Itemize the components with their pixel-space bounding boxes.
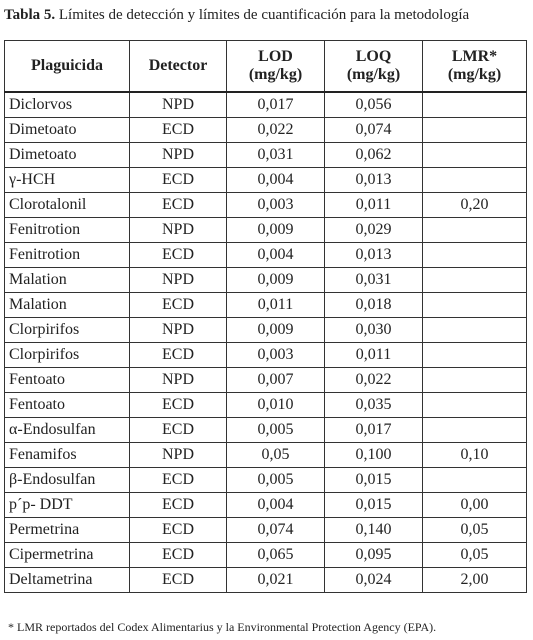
cell-plaguicida: Deltametrina bbox=[5, 568, 130, 593]
cell-lmr bbox=[423, 318, 527, 343]
cell-plaguicida: Malation bbox=[5, 293, 130, 318]
header-loq bbox=[325, 41, 423, 93]
table-row bbox=[5, 92, 527, 118]
cell-lmr: 0,20 bbox=[423, 193, 527, 218]
header-loq-unit: (mg/kg) bbox=[346, 66, 401, 83]
cell-loq: 0,022 bbox=[325, 368, 423, 393]
cell-loq: 0,062 bbox=[325, 143, 423, 168]
cell-plaguicida: Fenitrotion bbox=[5, 243, 130, 268]
table-row bbox=[5, 218, 527, 243]
cell-lod: 0,010 bbox=[227, 393, 325, 418]
table-row bbox=[5, 318, 527, 343]
cell-plaguicida: Permetrina bbox=[5, 518, 130, 543]
cell-detector: ECD bbox=[130, 293, 227, 318]
cell-detector: ECD bbox=[130, 168, 227, 193]
cell-plaguicida: β-Endosulfan bbox=[5, 468, 130, 493]
cell-lod: 0,031 bbox=[227, 143, 325, 168]
cell-detector: ECD bbox=[130, 493, 227, 518]
cell-lod: 0,003 bbox=[227, 343, 325, 368]
cell-lod: 0,004 bbox=[227, 243, 325, 268]
cell-lod: 0,017 bbox=[227, 92, 325, 118]
table-row bbox=[5, 243, 527, 268]
cell-lod: 0,003 bbox=[227, 193, 325, 218]
cell-lmr bbox=[423, 343, 527, 368]
table-row bbox=[5, 268, 527, 293]
table-row bbox=[5, 393, 527, 418]
header-detector-label: Detector bbox=[148, 57, 208, 74]
cell-lod: 0,022 bbox=[227, 118, 325, 143]
cell-lod: 0,005 bbox=[227, 418, 325, 443]
cell-lod: 0,021 bbox=[227, 568, 325, 593]
header-lod-label: LOD bbox=[258, 48, 293, 65]
cell-lod: 0,065 bbox=[227, 543, 325, 568]
header-lmr bbox=[423, 41, 527, 93]
cell-loq: 0,011 bbox=[325, 343, 423, 368]
cell-detector: ECD bbox=[130, 118, 227, 143]
cell-detector: ECD bbox=[130, 343, 227, 368]
cell-lod: 0,004 bbox=[227, 493, 325, 518]
cell-loq: 0,074 bbox=[325, 118, 423, 143]
cell-detector: NPD bbox=[130, 443, 227, 468]
table-row bbox=[5, 168, 527, 193]
cell-detector: NPD bbox=[130, 218, 227, 243]
cell-loq: 0,013 bbox=[325, 243, 423, 268]
cell-plaguicida: Malation bbox=[5, 268, 130, 293]
table-row bbox=[5, 343, 527, 368]
cell-detector: ECD bbox=[130, 243, 227, 268]
header-plaguicida bbox=[5, 41, 130, 93]
cell-detector: ECD bbox=[130, 568, 227, 593]
cell-plaguicida: Fentoato bbox=[5, 393, 130, 418]
cell-detector: NPD bbox=[130, 318, 227, 343]
cell-loq: 0,100 bbox=[325, 443, 423, 468]
cell-lmr bbox=[423, 168, 527, 193]
cell-plaguicida: Dimetoato bbox=[5, 118, 130, 143]
table-body bbox=[5, 92, 527, 593]
cell-loq: 0,029 bbox=[325, 218, 423, 243]
cell-plaguicida: Clorpirifos bbox=[5, 343, 130, 368]
cell-plaguicida: Diclorvos bbox=[5, 92, 130, 118]
cell-loq: 0,013 bbox=[325, 168, 423, 193]
table-row bbox=[5, 543, 527, 568]
cell-plaguicida: Clorpirifos bbox=[5, 318, 130, 343]
cell-lmr bbox=[423, 293, 527, 318]
table-row bbox=[5, 118, 527, 143]
cell-plaguicida: Fentoato bbox=[5, 368, 130, 393]
header-lod bbox=[227, 41, 325, 93]
cell-lmr: 0,05 bbox=[423, 518, 527, 543]
table-row bbox=[5, 518, 527, 543]
cell-loq: 0,140 bbox=[325, 518, 423, 543]
cell-loq: 0,018 bbox=[325, 293, 423, 318]
cell-detector: ECD bbox=[130, 418, 227, 443]
cell-detector: NPD bbox=[130, 268, 227, 293]
cell-lmr bbox=[423, 92, 527, 118]
cell-lmr bbox=[423, 218, 527, 243]
cell-plaguicida: Fenamifos bbox=[5, 443, 130, 468]
table-header bbox=[5, 41, 527, 93]
table-caption bbox=[4, 5, 469, 25]
header-lmr-label: LMR* bbox=[451, 48, 498, 65]
cell-detector: NPD bbox=[130, 368, 227, 393]
cell-lod: 0,011 bbox=[227, 293, 325, 318]
cell-detector: NPD bbox=[130, 143, 227, 168]
cell-lmr bbox=[423, 368, 527, 393]
cell-loq: 0,015 bbox=[325, 468, 423, 493]
cell-loq: 0,035 bbox=[325, 393, 423, 418]
cell-lod: 0,009 bbox=[227, 268, 325, 293]
cell-lmr: 0,05 bbox=[423, 543, 527, 568]
table-row bbox=[5, 493, 527, 518]
cell-plaguicida: Clorotalonil bbox=[5, 193, 130, 218]
caption-label: Tabla 5. bbox=[4, 7, 56, 23]
cell-lmr bbox=[423, 468, 527, 493]
cell-lmr bbox=[423, 418, 527, 443]
pesticide-limits-table bbox=[4, 40, 527, 593]
cell-plaguicida: Fenitrotion bbox=[5, 218, 130, 243]
cell-loq: 0,031 bbox=[325, 268, 423, 293]
cell-detector: ECD bbox=[130, 393, 227, 418]
cell-detector: ECD bbox=[130, 543, 227, 568]
caption-text: Límites de detección y límites de cuantificación para la metodología bbox=[58, 7, 470, 23]
cell-lod: 0,005 bbox=[227, 468, 325, 493]
cell-lod: 0,009 bbox=[227, 318, 325, 343]
cell-plaguicida: α-Endosulfan bbox=[5, 418, 130, 443]
table-footnote: * LMR reportados del Codex Alimentarius y la Environmental Protection Agency (EPA). bbox=[8, 620, 437, 634]
cell-lod: 0,05 bbox=[227, 443, 325, 468]
table-row bbox=[5, 418, 527, 443]
header-lmr-unit: (mg/kg) bbox=[447, 66, 502, 83]
cell-lod: 0,009 bbox=[227, 218, 325, 243]
header-plaguicida-label: Plaguicida bbox=[30, 57, 103, 74]
header-loq-label: LOQ bbox=[355, 48, 392, 65]
cell-loq: 0,095 bbox=[325, 543, 423, 568]
cell-detector: ECD bbox=[130, 193, 227, 218]
table-row bbox=[5, 193, 527, 218]
cell-loq: 0,011 bbox=[325, 193, 423, 218]
table-row bbox=[5, 293, 527, 318]
cell-lod: 0,007 bbox=[227, 368, 325, 393]
cell-lmr bbox=[423, 393, 527, 418]
cell-detector: ECD bbox=[130, 518, 227, 543]
cell-detector: NPD bbox=[130, 92, 227, 118]
table-row bbox=[5, 443, 527, 468]
header-detector bbox=[130, 41, 227, 93]
cell-lmr bbox=[423, 243, 527, 268]
cell-loq: 0,017 bbox=[325, 418, 423, 443]
table-row bbox=[5, 143, 527, 168]
cell-loq: 0,056 bbox=[325, 92, 423, 118]
cell-detector: ECD bbox=[130, 468, 227, 493]
cell-loq: 0,015 bbox=[325, 493, 423, 518]
table-row bbox=[5, 368, 527, 393]
table-row bbox=[5, 468, 527, 493]
cell-plaguicida: γ-HCH bbox=[5, 168, 130, 193]
table-row bbox=[5, 568, 527, 593]
cell-lmr: 2,00 bbox=[423, 568, 527, 593]
cell-lod: 0,074 bbox=[227, 518, 325, 543]
cell-lod: 0,004 bbox=[227, 168, 325, 193]
cell-plaguicida: Dimetoato bbox=[5, 143, 130, 168]
header-lod-unit: (mg/kg) bbox=[248, 66, 303, 83]
cell-lmr: 0,00 bbox=[423, 493, 527, 518]
cell-lmr bbox=[423, 143, 527, 168]
cell-lmr bbox=[423, 118, 527, 143]
cell-lmr: 0,10 bbox=[423, 443, 527, 468]
cell-plaguicida: p´p- DDT bbox=[5, 493, 130, 518]
cell-lmr bbox=[423, 268, 527, 293]
header-row bbox=[5, 41, 527, 93]
cell-plaguicida: Cipermetrina bbox=[5, 543, 130, 568]
cell-loq: 0,024 bbox=[325, 568, 423, 593]
cell-loq: 0,030 bbox=[325, 318, 423, 343]
